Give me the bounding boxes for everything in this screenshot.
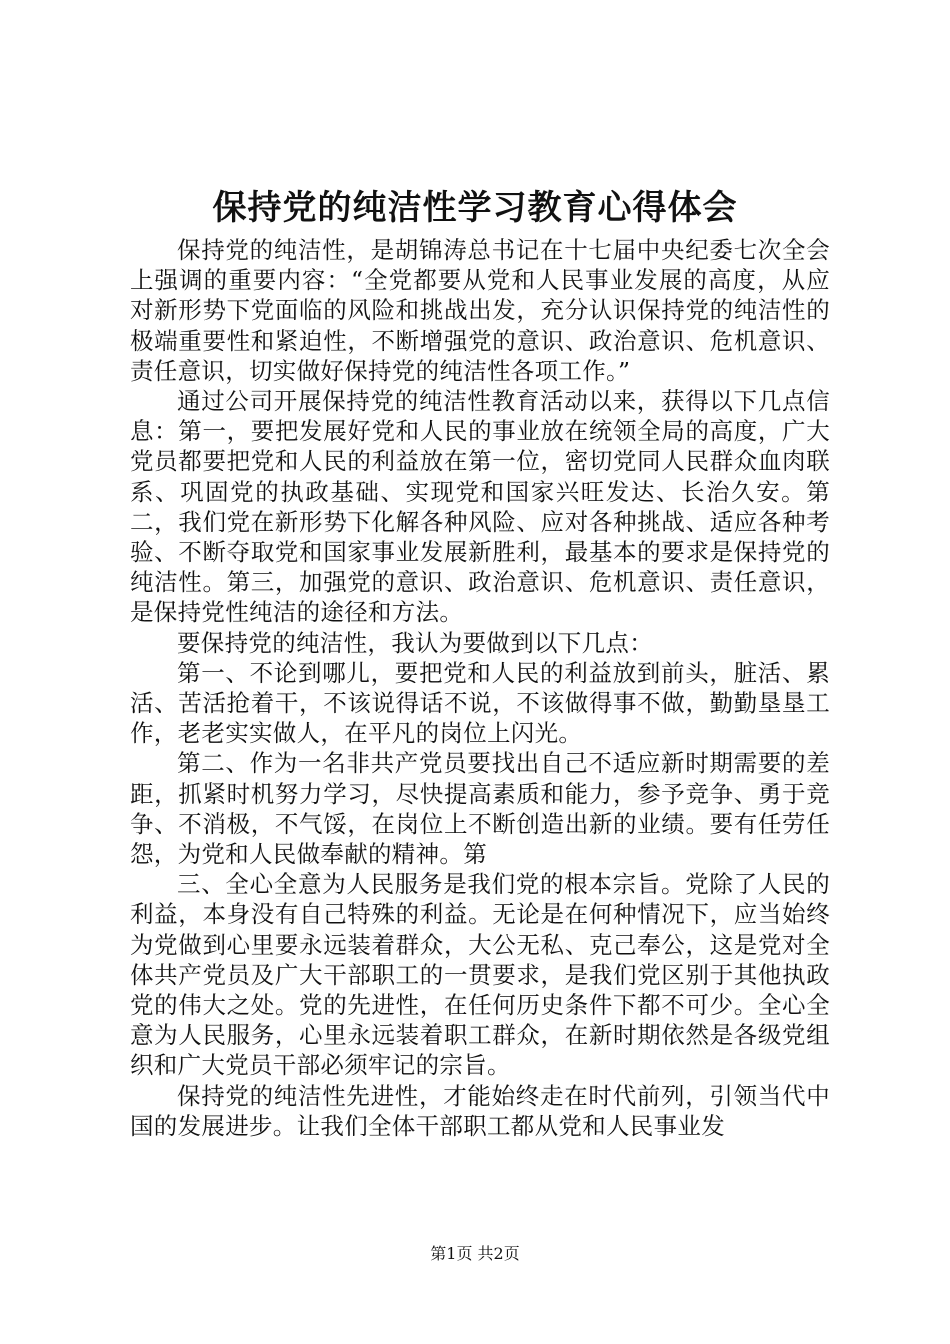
paragraph-7: 保持党的纯洁性先进性，才能始终走在时代前列，引领当代中国的发展进步。让我们全体干部职工都从党和人民事业发 xyxy=(130,1081,830,1140)
paragraph-1: 保持党的纯洁性，是胡锦涛总书记在十七届中央纪委七次全会上强调的重要内容：“全党都要从党和人民事业发展的高度，从应对新形势下党面临的风险和挑战出发，充分认识保持党的纯洁性的极端重要性和紧迫性，不断增强党的意识、政治意识、危机意识、责任意识，切实做好保持党的纯洁性各项工作。” xyxy=(130,236,830,385)
document-title: 保持党的纯洁性学习教育心得体会 xyxy=(212,188,738,228)
page-number-footer: 第1页 共2页 xyxy=(430,1244,520,1263)
paragraph-5: 第二、作为一名非共产党员要找出自己不适应新时期需要的差距，抓紧时机努力学习，尽快提高素质和能力，参予竞争、勇于竞争、不消极，不气馁，在岗位上不断创造出新的业绩。要有任劳任怨，为党和人民做奉献的精神。第 xyxy=(130,749,830,869)
document-body xyxy=(130,235,830,1141)
paragraph-2: 通过公司开展保持党的纯洁性教育活动以来，获得以下几点信息：第一，要把发展好党和人民的事业放在统领全局的高度，广大党员都要把党和人民的利益放在第一位，密切党同人民群众血肉联系、巩固党的执政基础、实现党和国家兴旺发达、长治久安。第二，我们党在新形势下化解各种风险、应对各种挑战、适应各种考验、不断夺取党和国家事业发展新胜利，最基本的要求是保持党的纯洁性。第三，加强党的意识、政治意识、危机意识、责任意识，是保持党性纯洁的途径和方法。 xyxy=(130,387,830,627)
paragraph-6: 三、全心全意为人民服务是我们党的根本宗旨。党除了人民的利益，本身没有自己特殊的利益。无论是在何种情况下，应当始终为党做到心里要永远装着群众，大公无私、克己奉公，这是党对全体共产党员及广大干部职工的一贯要求，是我们党区别于其他执政党的伟大之处。党的先进性，在任何历史条件下都不可少。全心全意为人民服务，心里永远装着职工群众，在新时期依然是各级党组织和广大党员干部必须牢记的宗旨。 xyxy=(130,870,830,1080)
paragraph-3: 要保持党的纯洁性，我认为要做到以下几点： xyxy=(177,628,653,657)
paragraph-4: 第一、不论到哪儿，要把党和人民的利益放到前头，脏活、累活、苦活抢着干，不该说得话不说，不该做得事不做，勤勤垦垦工作，老老实实做人，在平凡的岗位上闪光。 xyxy=(130,658,830,748)
